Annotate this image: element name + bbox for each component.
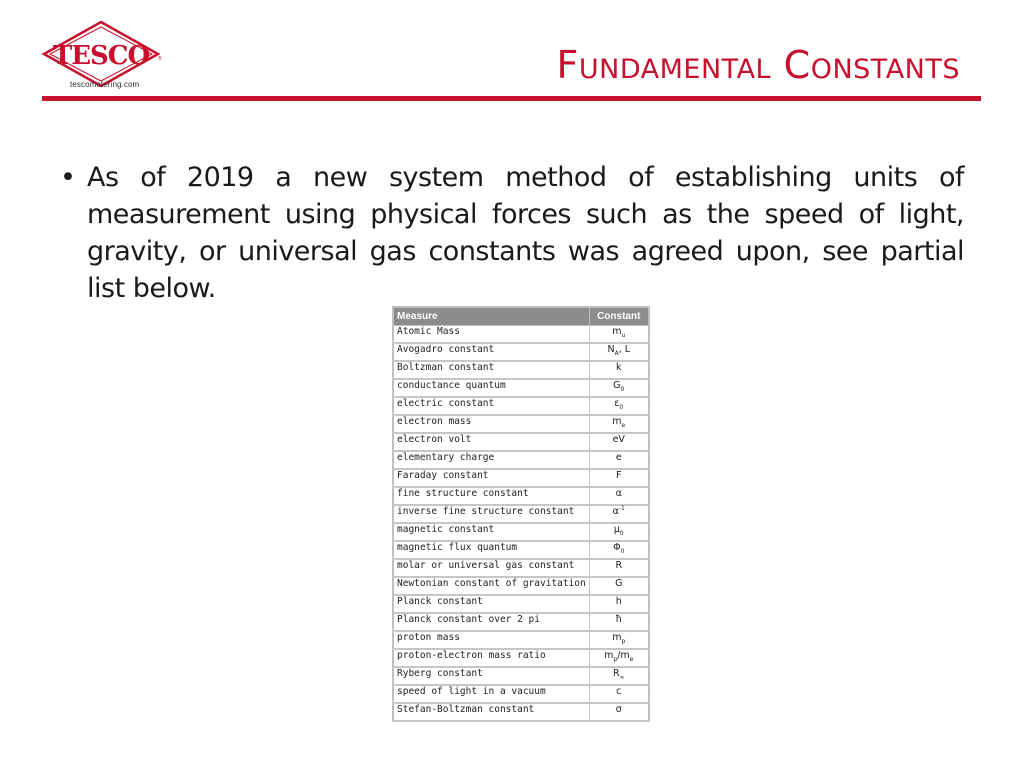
constant-symbol: m	[612, 632, 622, 643]
constant-sub: 0	[619, 529, 624, 537]
constant-cell	[589, 505, 649, 523]
constant-cell	[589, 487, 649, 505]
constant-cell	[589, 631, 649, 649]
constant-symbol: m	[612, 326, 622, 337]
table-row	[393, 703, 649, 721]
table-row	[393, 685, 649, 703]
constant-symbol: ε	[614, 398, 620, 409]
constant-tail: , L	[618, 344, 631, 355]
constant-sub: A	[614, 349, 619, 357]
measure-cell: Ryberg constant	[393, 667, 589, 685]
constant-sub: u	[621, 331, 626, 339]
constant-cell	[589, 361, 649, 379]
constant-cell	[589, 379, 649, 397]
table-row	[393, 343, 649, 361]
table-row	[393, 397, 649, 415]
constant-sup: -1	[618, 504, 625, 512]
constant-sub: 0	[619, 403, 624, 411]
table-body	[393, 326, 649, 722]
table-header-row	[393, 307, 649, 326]
constant-symbol: μ	[613, 524, 620, 535]
table-row	[393, 667, 649, 685]
constant-cell	[589, 667, 649, 685]
constant-symbol: eV	[612, 434, 625, 445]
measure-cell: electric constant	[393, 397, 589, 415]
measure-cell: Stefan-Boltzman constant	[393, 703, 589, 721]
measure-cell: magnetic flux quantum	[393, 541, 589, 559]
bullet-text: As of 2019 a new system method of establishing units of measurement using physical forces such as the speed of light, gravity, or universal gas constants was agreed upon, see partial list below.	[87, 162, 964, 304]
constant-symbol: e	[615, 452, 622, 463]
constant-cell	[589, 326, 649, 344]
title-divider	[42, 96, 981, 101]
table-row	[393, 541, 649, 559]
table-row	[393, 415, 649, 433]
constants-table	[392, 306, 650, 722]
table-row	[393, 559, 649, 577]
measure-cell: Planck constant	[393, 595, 589, 613]
bullet-icon: •	[60, 162, 76, 193]
constant-symbol: N	[607, 344, 615, 355]
table-row	[393, 613, 649, 631]
measure-cell: Faraday constant	[393, 469, 589, 487]
constant-symbol: Φ	[613, 542, 621, 553]
constant-cell	[589, 415, 649, 433]
measure-cell: proton-electron mass ratio	[393, 649, 589, 667]
table-row	[393, 451, 649, 469]
constant-symbol: F	[616, 470, 622, 481]
table-row	[393, 326, 649, 344]
measure-cell: Avogadro constant	[393, 343, 589, 361]
measure-cell: electron volt	[393, 433, 589, 451]
bullet-item	[60, 159, 964, 307]
table-row	[393, 379, 649, 397]
constant-sub: 0	[620, 385, 625, 393]
measure-cell: conductance quantum	[393, 379, 589, 397]
constant-symbol: ħ	[615, 614, 623, 625]
measure-cell: Planck constant over 2 pi	[393, 613, 589, 631]
constant-symbol: m	[612, 416, 622, 427]
constant-symbol: R	[612, 668, 620, 679]
column-header-constant: Constant	[589, 307, 649, 326]
constant-cell	[589, 577, 649, 595]
constant-symbol: α	[612, 506, 619, 517]
constant-cell	[589, 451, 649, 469]
measure-cell: fine structure constant	[393, 487, 589, 505]
constant-sub: p	[613, 655, 618, 663]
table-row	[393, 361, 649, 379]
constant-cell	[589, 397, 649, 415]
table-row	[393, 523, 649, 541]
logo-wordmark: TESCO	[52, 41, 150, 71]
logo-url: tescometering.com	[70, 80, 140, 89]
constant-symbol: G	[613, 380, 621, 391]
table-row	[393, 595, 649, 613]
table-row	[393, 505, 649, 523]
constant-cell	[589, 685, 649, 703]
constant-symbol: R	[615, 560, 623, 571]
measure-cell: molar or universal gas constant	[393, 559, 589, 577]
constant-cell	[589, 343, 649, 361]
page-title: Fundamental Constants	[556, 43, 960, 87]
constant-sub: p	[621, 637, 626, 645]
constant-symbol: c	[616, 686, 622, 697]
constant-symbol: σ	[615, 704, 622, 715]
constant-cell	[589, 559, 649, 577]
constant-sub: 0	[620, 547, 625, 555]
measure-cell: magnetic constant	[393, 523, 589, 541]
svg-text:®: ®	[158, 56, 162, 62]
constant-cell	[589, 469, 649, 487]
table-row	[393, 631, 649, 649]
constant-cell	[589, 541, 649, 559]
table-row	[393, 433, 649, 451]
constant-symbol: α	[615, 488, 622, 499]
constant-cell	[589, 595, 649, 613]
column-header-measure: Measure	[393, 307, 589, 326]
measure-cell: speed of light in a vacuum	[393, 685, 589, 703]
constant-cell	[589, 703, 649, 721]
constant-sub2: e	[629, 655, 634, 663]
constant-symbol: k	[615, 362, 622, 373]
constant-sub: ∞	[619, 673, 625, 681]
constant-cell	[589, 649, 649, 667]
measure-cell: Newtonian constant of gravitation	[393, 577, 589, 595]
table-row	[393, 487, 649, 505]
table-row	[393, 577, 649, 595]
constant-sub: e	[621, 421, 626, 429]
table-row	[393, 649, 649, 667]
measure-cell: Boltzman constant	[393, 361, 589, 379]
constant-cell	[589, 523, 649, 541]
measure-cell: elementary charge	[393, 451, 589, 469]
constant-symbol: m	[604, 650, 614, 661]
constant-cell	[589, 613, 649, 631]
constant-symbol: h	[615, 596, 622, 607]
table-row	[393, 469, 649, 487]
measure-cell: inverse fine structure constant	[393, 505, 589, 523]
constant-symbol: G	[615, 578, 623, 589]
constant-tail: /m	[617, 650, 630, 661]
measure-cell: Atomic Mass	[393, 326, 589, 344]
measure-cell: proton mass	[393, 631, 589, 649]
constant-cell	[589, 433, 649, 451]
measure-cell: electron mass	[393, 415, 589, 433]
